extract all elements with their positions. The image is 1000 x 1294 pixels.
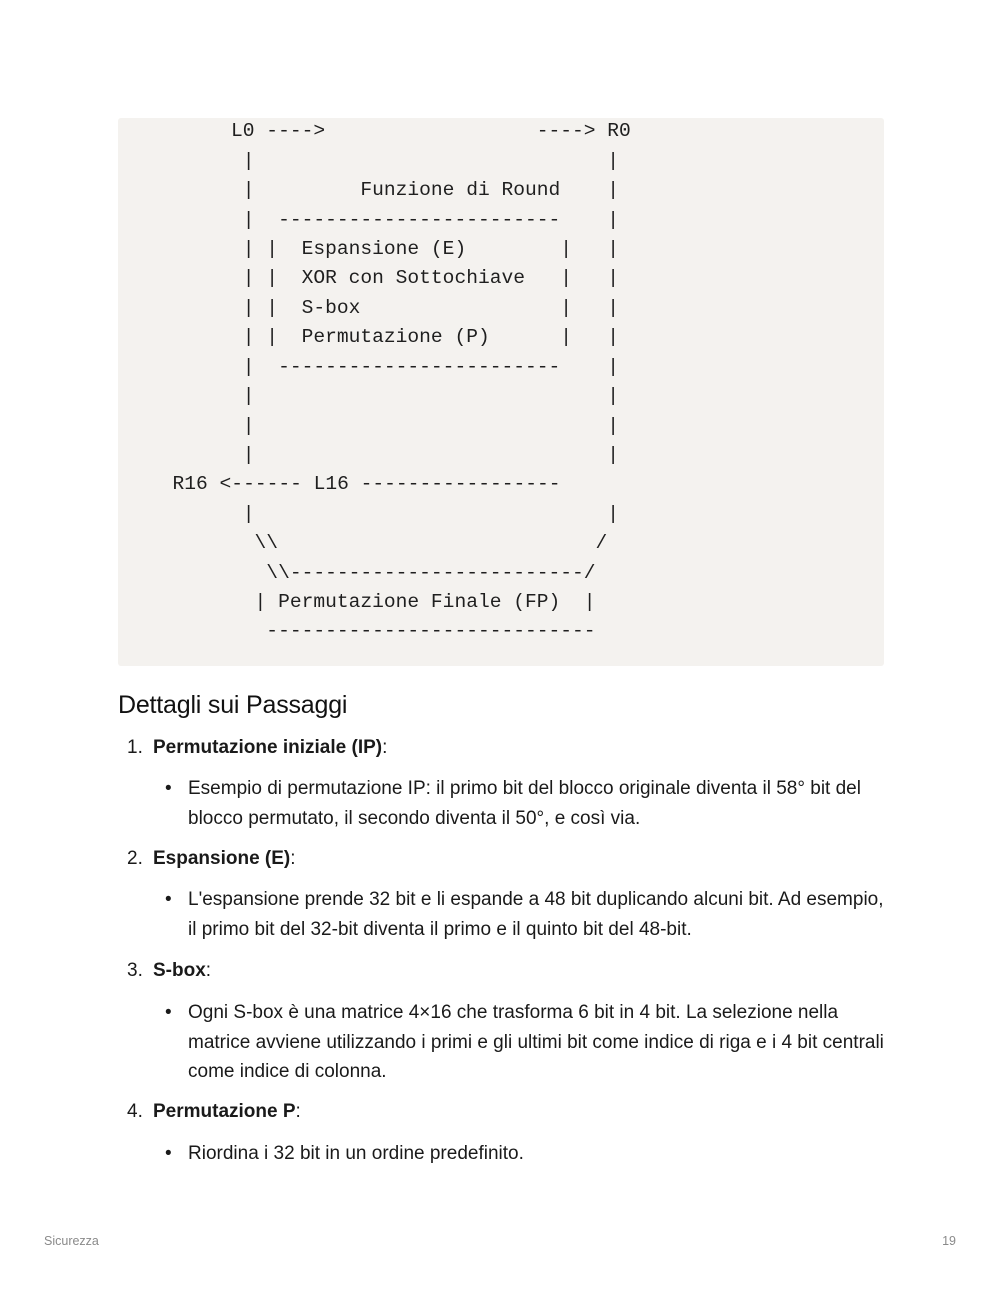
diagram-line: | Funzione di Round | [184,179,620,201]
diagram-line: | Permutazione Finale (FP) | [184,591,596,613]
section-heading: Dettagli sui Passaggi [118,691,348,719]
step-item [127,734,387,762]
diagram-line: | | [184,385,620,407]
diagram-line: | | [184,150,620,172]
diagram-line: | ------------------------ | [184,209,620,231]
step-bullet: Esempio di permutazione IP: il primo bit del blocco originale diventa il 58° bit del blocco permutato, il secondo diventa il 50°, e così via. [188,778,861,829]
bullet-dot: • [165,778,172,799]
diagram-line: ---------------------------- [184,620,596,642]
diagram-line: | ------------------------ | [184,356,620,378]
step-title: Permutazione P [153,1101,296,1122]
diagram-line: \\-------------------------/ [184,562,596,584]
step-suffix: : [205,960,212,981]
step-bullet: Riordina i 32 bit in un ordine predefinito. [188,1143,524,1164]
footer-section-label: Sicurezza [44,1234,99,1248]
diagram-line: | | XOR con Sottochiave | | [184,267,620,289]
step-title: Espansione (E) [153,848,291,869]
step-item [127,957,211,985]
step-bullet: Ogni S-box è una matrice 4×16 che trasforma 6 bit in 4 bit. La selezione nella matrice avviene utilizzando i primi e gli ultimi bit come indice di riga e i 4 bit centrali come indice di colonna. [188,1002,884,1082]
step-item [127,845,296,873]
step-title: Permutazione iniziale (IP) [153,737,383,758]
step-number: 4. [127,1101,143,1122]
page-number: 19 [942,1234,956,1248]
diagram-line: | | [184,415,620,437]
bullet-dot: • [165,889,172,910]
step-suffix: : [382,737,388,758]
step-title: S-box [153,960,206,981]
step-item [127,1098,301,1126]
diagram-line: L0 ----> ----> R0 [184,120,631,142]
step-suffix: : [295,1101,301,1122]
diagram-line: | | Permutazione (P) | | [184,326,620,348]
step-bullet: L'espansione prende 32 bit e li espande a 48 bit duplicando alcuni bit. Ad esempio, il primo bit del 32-bit diventa il primo e il quinto bit del 48-bit. [188,889,884,940]
diagram-line: R16 <------ L16 ----------------- [149,473,561,495]
code-block [118,118,884,666]
bullet-dot: • [165,1143,172,1164]
diagram-line: | | [184,444,620,466]
step-number: 1. [127,737,143,758]
step-number: 2. [127,848,143,869]
bullet-dot: • [165,1002,172,1023]
diagram-line: | | S-box | | [184,297,620,319]
step-suffix: : [290,848,296,869]
diagram-line: | | Espansione (E) | | [184,238,620,260]
step-number: 3. [127,960,143,981]
diagram-line: | | [184,503,620,525]
diagram-line: \\ / [184,532,608,554]
